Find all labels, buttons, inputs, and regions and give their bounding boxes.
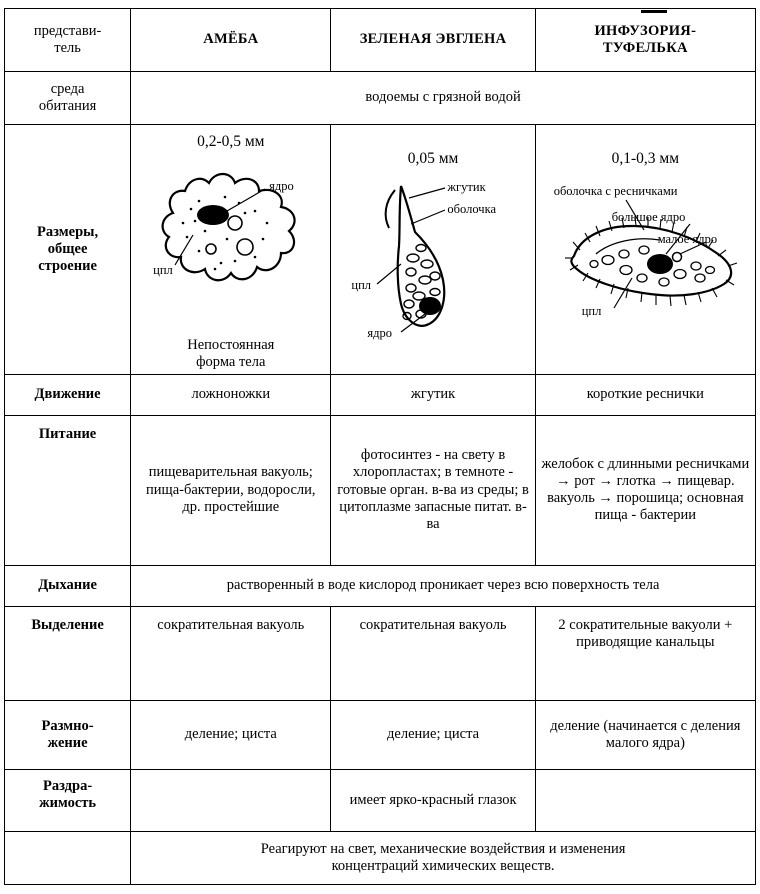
row-label-reproduction-line2: жение — [47, 734, 88, 751]
row-label-nutrition: Питание — [5, 415, 131, 565]
row-label-irritability-line1: Раздра- — [43, 777, 93, 794]
row-label-structure-line2: общее — [47, 240, 88, 257]
amoeba-figure — [135, 151, 326, 337]
cell-irritability-paramecium — [535, 769, 755, 831]
cell-movement-paramecium: короткие реснички — [535, 374, 755, 415]
amoeba-caption — [135, 337, 326, 370]
amoeba-caption-line2: форма тела — [196, 353, 266, 370]
cell-reproduction-euglena: деление; циста — [331, 700, 535, 769]
figure-cell-paramecium — [535, 125, 755, 375]
row-label-irritability — [5, 769, 131, 831]
cell-nutrition-paramecium: желобок с длинными ресничками → рот → глотка → пищевар. вакуоль → порошица; основная пища - бактерии — [535, 415, 755, 565]
row-irritability-note — [5, 831, 756, 884]
row-label-respiration: Дыхание — [5, 565, 131, 606]
cell-movement-amoeba: ложноножки — [131, 374, 331, 415]
cell-excretion-amoeba: сократительная вакуоль — [131, 606, 331, 700]
figure-cell-euglena — [331, 125, 535, 375]
figure-cell-amoeba — [131, 125, 331, 375]
paramecium-label-cytoplasm: цпл — [581, 303, 602, 318]
row-structure — [5, 125, 756, 375]
euglena-label-nucleus: ядро — [367, 325, 393, 340]
row-label-structure-line1: Размеры, — [37, 223, 99, 240]
row-label-habitat — [5, 72, 131, 125]
protozoa-comparison-table — [4, 8, 756, 885]
cell-respiration-all: растворенный в воде кислород проникает через всю поверхность тела — [131, 565, 756, 606]
row-label-structure — [5, 125, 131, 375]
euglena-label-flagellum: жгутик — [447, 179, 486, 194]
amoeba-caption-line1: Непостоянная — [187, 337, 275, 354]
row-irritability — [5, 769, 756, 831]
row-nutrition — [5, 415, 756, 565]
cell-excretion-euglena: сократительная вакуоль — [331, 606, 535, 700]
header-col-paramecium — [535, 9, 755, 72]
cell-habitat-all: водоемы с грязной водой — [131, 72, 756, 125]
worksheet-page — [0, 8, 760, 894]
header-col-amoeba: АМЁБА — [131, 9, 331, 72]
paramecium-label-membrane-cilia: оболочка с ресничками — [553, 183, 678, 198]
top-marker — [641, 10, 667, 13]
euglena-size-label: 0,05 мм — [407, 149, 459, 167]
paramecium-label-macronucleus: большое ядро — [611, 209, 686, 224]
header-col-paramecium-line2: ТУФЕЛЬКА — [602, 40, 688, 56]
header-label-line2: тель — [54, 40, 81, 56]
header-col-paramecium-line1: ИНФУЗОРИЯ- — [594, 22, 697, 39]
row-label-habitat-line2: обитания — [38, 98, 97, 114]
row-movement — [5, 374, 756, 415]
euglena-label-cytoplasm: цпл — [351, 277, 372, 292]
row-label-reproduction — [5, 700, 131, 769]
table-header-row — [5, 9, 756, 72]
row-label-movement: Движение — [5, 374, 131, 415]
cell-irritability-euglena: имеет ярко-красный глазок — [331, 769, 535, 831]
row-excretion — [5, 606, 756, 700]
cell-movement-euglena: жгутик — [331, 374, 535, 415]
amoeba-drawing — [135, 151, 333, 311]
row-respiration — [5, 565, 756, 606]
row-label-irritability-line2: жимость — [39, 794, 97, 811]
header-label-line1: представи- — [33, 22, 102, 39]
row-label-reproduction-line1: Размно- — [41, 717, 94, 734]
amoeba-label-nucleus: ядро — [269, 179, 294, 194]
cell-irritability-note-all — [131, 831, 756, 884]
euglena-label-membrane: оболочка — [447, 201, 496, 216]
paramecium-label-micronucleus: малое ядро — [657, 231, 718, 246]
euglena-drawing — [335, 168, 535, 352]
header-label-cell — [5, 9, 131, 72]
paramecium-macronucleus — [647, 254, 673, 274]
row-habitat — [5, 72, 756, 125]
cell-nutrition-amoeba: пищеварительная вакуоль; пища-бактерии, водоросли, др. простейшие — [131, 415, 331, 565]
row-label-irritability-note-spacer — [5, 831, 131, 884]
irritability-note-line2: концентраций химических веществ. — [331, 857, 555, 874]
row-label-excretion: Выделение — [5, 606, 131, 700]
row-label-structure-line3: строение — [38, 257, 97, 274]
cell-nutrition-euglena: фотосинтез - на свету в хлоропластах; в темноте - готовые орган. в-ва из среды; в цитоплазме запасные питат. в-ва — [331, 415, 535, 565]
header-col-euglena: ЗЕЛЕНАЯ ЭВГЛЕНА — [331, 9, 535, 72]
amoeba-nucleus — [197, 205, 229, 225]
row-label-habitat-line1: среда — [50, 80, 85, 97]
paramecium-figure — [540, 168, 751, 354]
cell-excretion-paramecium: 2 сократительные вакуоли + приводящие канальцы — [535, 606, 755, 700]
irritability-note-line1: Реагируют на свет, механические воздействия и изменения — [260, 840, 626, 857]
cell-reproduction-paramecium: деление (начинается с деления малого ядра) — [535, 700, 755, 769]
cell-irritability-amoeba — [131, 769, 331, 831]
paramecium-size-label: 0,1-0,3 мм — [611, 149, 680, 167]
row-reproduction — [5, 700, 756, 769]
amoeba-size-label: 0,2-0,5 мм — [197, 133, 265, 150]
cell-reproduction-amoeba: деление; циста — [131, 700, 331, 769]
euglena-figure — [335, 168, 530, 354]
amoeba-label-cytoplasm: цпл — [153, 263, 173, 278]
